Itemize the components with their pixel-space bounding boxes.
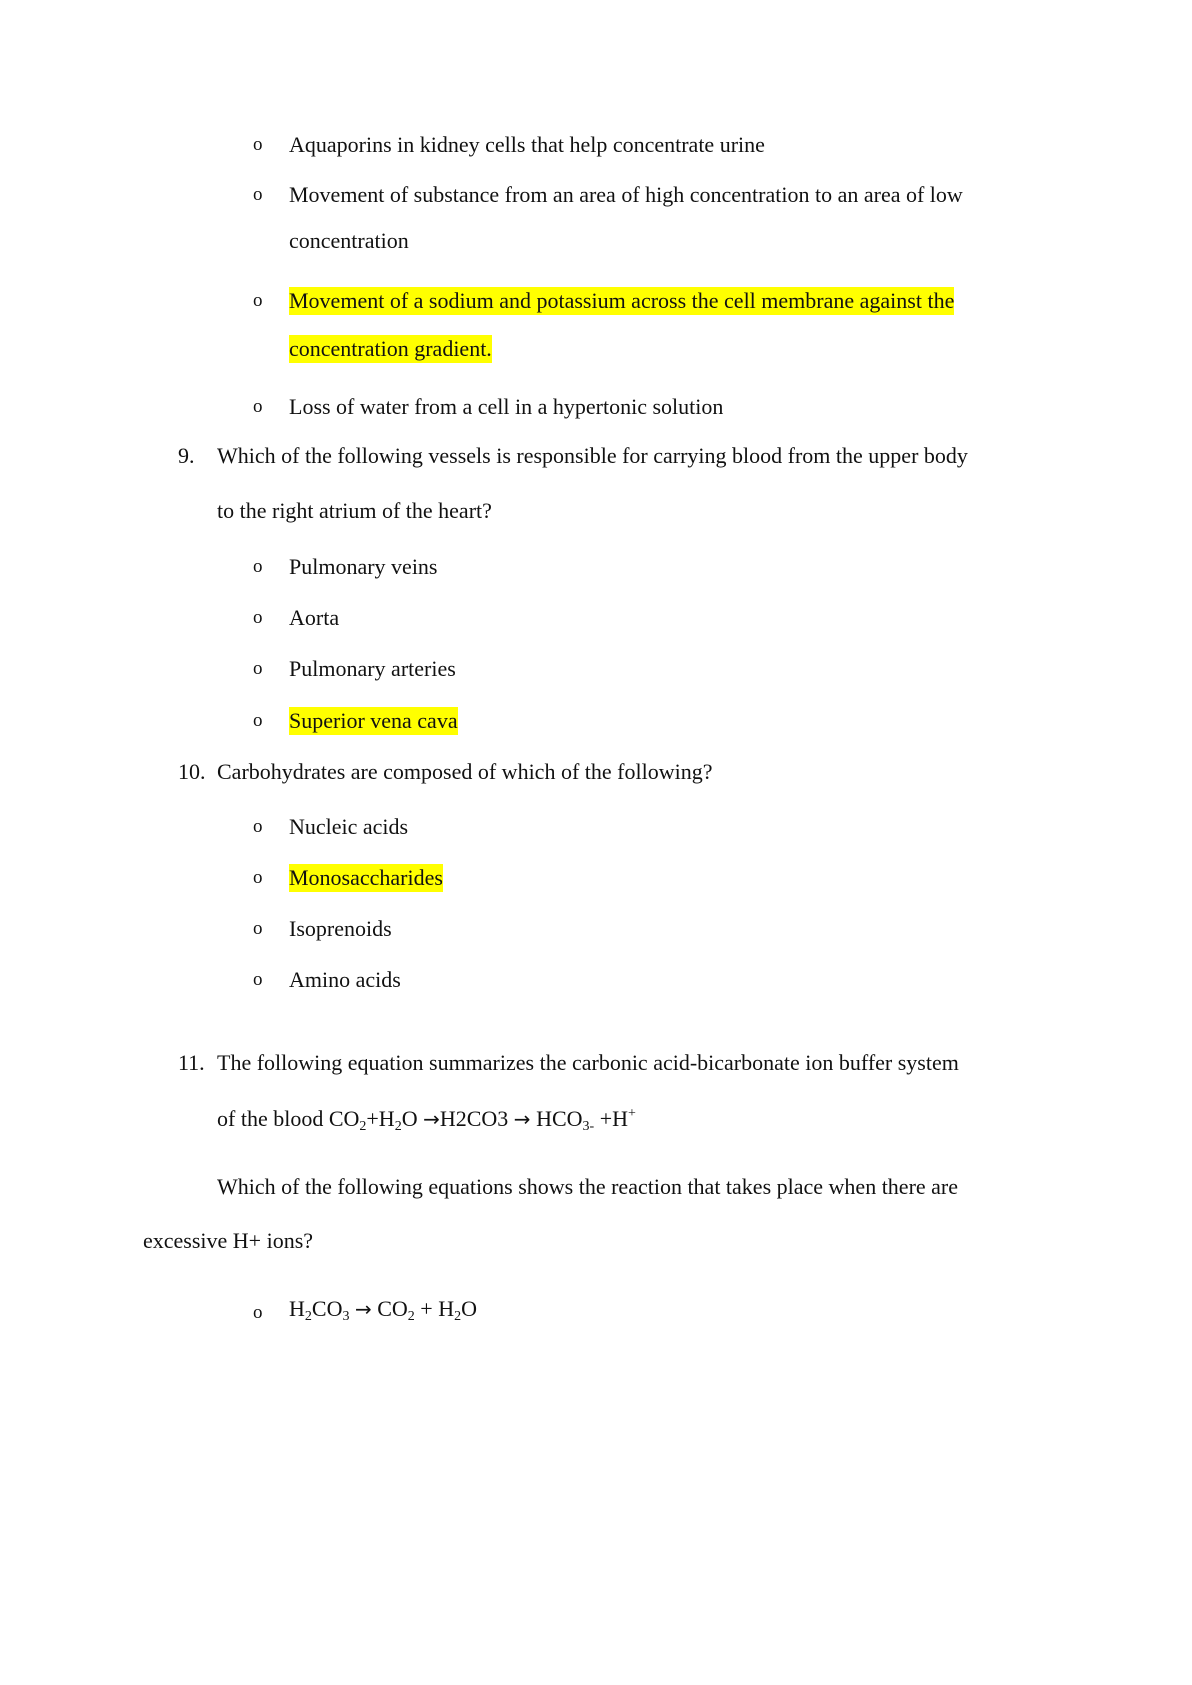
bullet-icon: o [253,816,263,837]
q9-option-1: Pulmonary veins [289,554,438,579]
bullet-icon: o [253,556,263,577]
q9-text-cont: to the right atrium of the heart? [217,498,492,523]
q9-text: Which of the following vessels is responsible for carrying blood from the upper body [217,443,968,468]
bullet-icon: o [253,607,263,628]
q9-option-4-answer [289,708,458,734]
q11-number: 11. [178,1050,205,1075]
q8-option-4: Loss of water from a cell in a hypertonic solution [289,394,724,419]
arrow-icon: → [513,1107,531,1131]
q11-equation-line [217,1106,636,1132]
q8-option-2-cont: concentration [289,228,409,253]
q11-option-1: $H_2CO_3 \to CO_2 + H_2O$ [289,1296,477,1324]
bullet-icon: o [253,918,263,939]
q10-option-4: Amino acids [289,967,401,992]
arrow-icon: → [354,1297,372,1321]
bullet-icon: o [253,710,263,731]
arrow-icon: → [423,1107,440,1131]
q9-option-2: Aorta [289,605,340,630]
bullet-icon: o [253,184,263,205]
highlight: Monosaccharides [289,865,443,890]
q10-number: 10. [178,759,206,784]
q8-option-3-answer [289,288,954,314]
bullet-icon: o [253,867,263,888]
q8-option-1: Aquaporins in kidney cells that help concentrate urine [289,132,765,157]
q11-question: Which of the following equations shows the reaction that takes place when there are [217,1174,959,1199]
q8-option-2: Movement of substance from an area of high concentration to an area of low [289,182,963,207]
q10-option-2-answer [289,865,443,891]
highlight: Movement of a sodium and potassium across the cell membrane against the [289,288,955,313]
q11-text: The following equation summarizes the carbonic acid-bicarbonate ion buffer system [217,1050,959,1075]
highlight: concentration gradient. [289,336,492,361]
q9-option-3: Pulmonary arteries [289,656,456,681]
q9-number: 9. [178,443,195,468]
bullet-icon: o [253,969,263,990]
bullet-icon: o [253,658,263,679]
q11-question-cont: excessive H+ ions? [143,1228,314,1253]
q10-option-1: Nucleic acids [289,814,409,839]
bullet-icon: o [253,1302,263,1323]
bullet-icon: o [253,134,263,155]
highlight: Superior vena cava [289,708,458,733]
q10-text: Carbohydrates are composed of which of the following? [217,759,713,784]
q8-option-3-cont [289,336,492,362]
bullet-icon: o [253,396,263,417]
equation: $CO_2+H_2O \to H2CO3 \to HCO_{3-} +H^+$ [328,1106,636,1134]
bullet-icon: o [253,290,263,311]
equation-prefix: of the blood [217,1106,329,1131]
q10-option-3: Isoprenoids [289,916,392,941]
